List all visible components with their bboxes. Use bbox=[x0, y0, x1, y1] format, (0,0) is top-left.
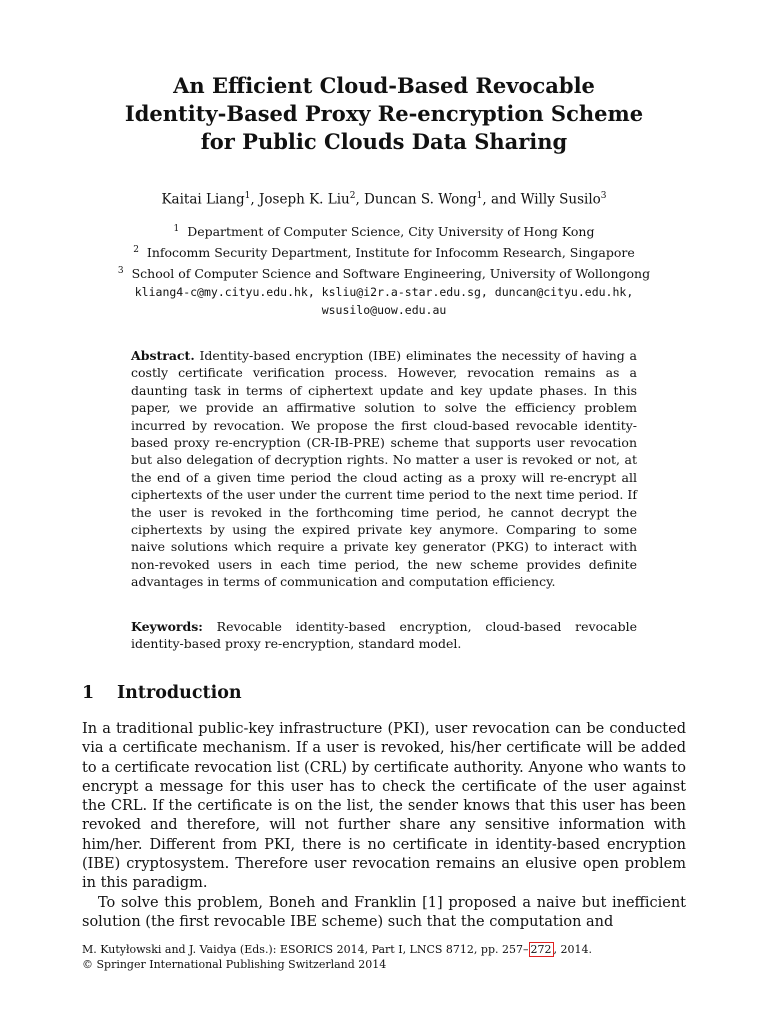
title-line: Identity-Based Proxy Re-encryption Scheme bbox=[124, 101, 644, 126]
section-title: Introduction bbox=[117, 683, 242, 703]
abstract bbox=[131, 347, 637, 591]
affiliation-number: 3 bbox=[117, 266, 124, 277]
paper-title bbox=[60, 72, 708, 156]
affiliation-text: Infocomm Security Department, Institute for Infocomm Research, Singapore bbox=[146, 245, 635, 261]
section-heading bbox=[82, 681, 242, 705]
footer-citation bbox=[82, 942, 702, 957]
keywords bbox=[131, 618, 637, 653]
affiliation-text: School of Computer Science and Software Engineering, University of Wollongong bbox=[131, 266, 651, 282]
affiliation-line bbox=[60, 241, 708, 262]
affiliation-text: Department of Computer Science, City University of Hong Kong bbox=[187, 224, 595, 240]
body-paragraph: In a traditional public-key infrastructure (PKI), user revocation can be conducted via a certificate mechanism. If a user is revoked, his/her certificate will be added to a certificate revocation list (CRL) by certificate authority. Anyone who wants to encrypt a message for this user has to check the certificate of the user against the CRL. If the certificate is on the list, the sender knows that this user has been revoked and therefore, will not further share any sensitive information with him/her. Different from PKI, there is no certificate in identity-based encryption (IBE) cryptosystem. Therefore user revocation remains an elusive open problem in this paradigm. bbox=[82, 721, 686, 892]
author-affiliation-mark: 1 bbox=[476, 191, 483, 201]
author-separator: , and bbox=[482, 191, 521, 208]
footer-citation-prefix: M. Kutyłowski and J. Vaidya (Eds.): ESORICS 2014, Part I, LNCS 8712, pp. 257– bbox=[82, 943, 529, 956]
author-affiliation-mark: 3 bbox=[600, 191, 607, 201]
author-list bbox=[60, 186, 708, 210]
section-number: 1 bbox=[82, 683, 95, 703]
affiliation-line bbox=[60, 220, 708, 241]
keywords-label: Keywords: bbox=[131, 619, 203, 634]
author-separator: , bbox=[355, 191, 365, 208]
email-line: kliang4-c@my.cityu.edu.hk, ksliu@i2r.a-star.edu.sg, duncan@cityu.edu.hk, bbox=[134, 285, 634, 300]
abstract-label: Abstract. bbox=[131, 348, 195, 363]
author-name: Duncan S. Wong bbox=[364, 191, 477, 208]
author-name: Joseph K. Liu bbox=[258, 191, 350, 208]
affiliation-number: 2 bbox=[133, 245, 139, 256]
introduction-body bbox=[82, 720, 686, 932]
author-separator: , bbox=[250, 191, 259, 208]
author-name: Willy Susilo bbox=[520, 191, 601, 208]
affiliation-line bbox=[60, 262, 708, 283]
affiliation-number: 1 bbox=[173, 224, 180, 234]
footer-citation-suffix: , 2014. bbox=[553, 943, 592, 956]
abstract-text: Identity-based encryption (IBE) eliminates the necessity of having a costly certificate verification process. However, revocation remains as a daunting task in terms of ciphertext update and key update phases. In this paper, we provide an affirmative solution to solve the efficiency problem incurred by revocation. We propose the first cloud-based revocable identity-based proxy re-encryption (CR-IB-PRE) scheme that supports user revocation but also delegation of decryption rights. No matter a user is revoked or not, at the end of a given time period the cloud acting as a proxy will re-encrypt all ciphertexts of the user under the current time period to the next time period. If the user is revoked in the forthcoming time period, he cannot decrypt the ciphertexts by using the expired private key anymore. Comparing to some naive solutions which require a private key generator (PKG) to interact with non-revoked users in each time period, the new scheme provides definite advantages in terms of communication and computation efficiency. bbox=[131, 348, 637, 590]
author-affiliation-mark: 1 bbox=[244, 191, 251, 201]
page-footer bbox=[82, 942, 702, 972]
footer-copyright: © Springer International Publishing Switzerland 2014 bbox=[82, 958, 387, 971]
affiliation-list bbox=[60, 220, 708, 319]
title-line: for Public Clouds Data Sharing bbox=[200, 129, 568, 154]
body-paragraph: To solve this problem, Boneh and Franklin [1] proposed a naive but inefficient solution (the first revocable IBE scheme) such that the computation and bbox=[82, 894, 686, 930]
author-affiliation-mark: 2 bbox=[349, 191, 356, 201]
last-page-link[interactable]: 272 bbox=[530, 943, 552, 956]
email-line: wsusilo@uow.edu.au bbox=[321, 303, 447, 318]
title-line: An Efficient Cloud-Based Revocable bbox=[173, 73, 595, 98]
author-name: Kaitai Liang bbox=[161, 191, 245, 208]
keywords-text: Revocable identity-based encryption, cloud-based revocable identity-based proxy re-encryption, standard model. bbox=[131, 619, 637, 652]
